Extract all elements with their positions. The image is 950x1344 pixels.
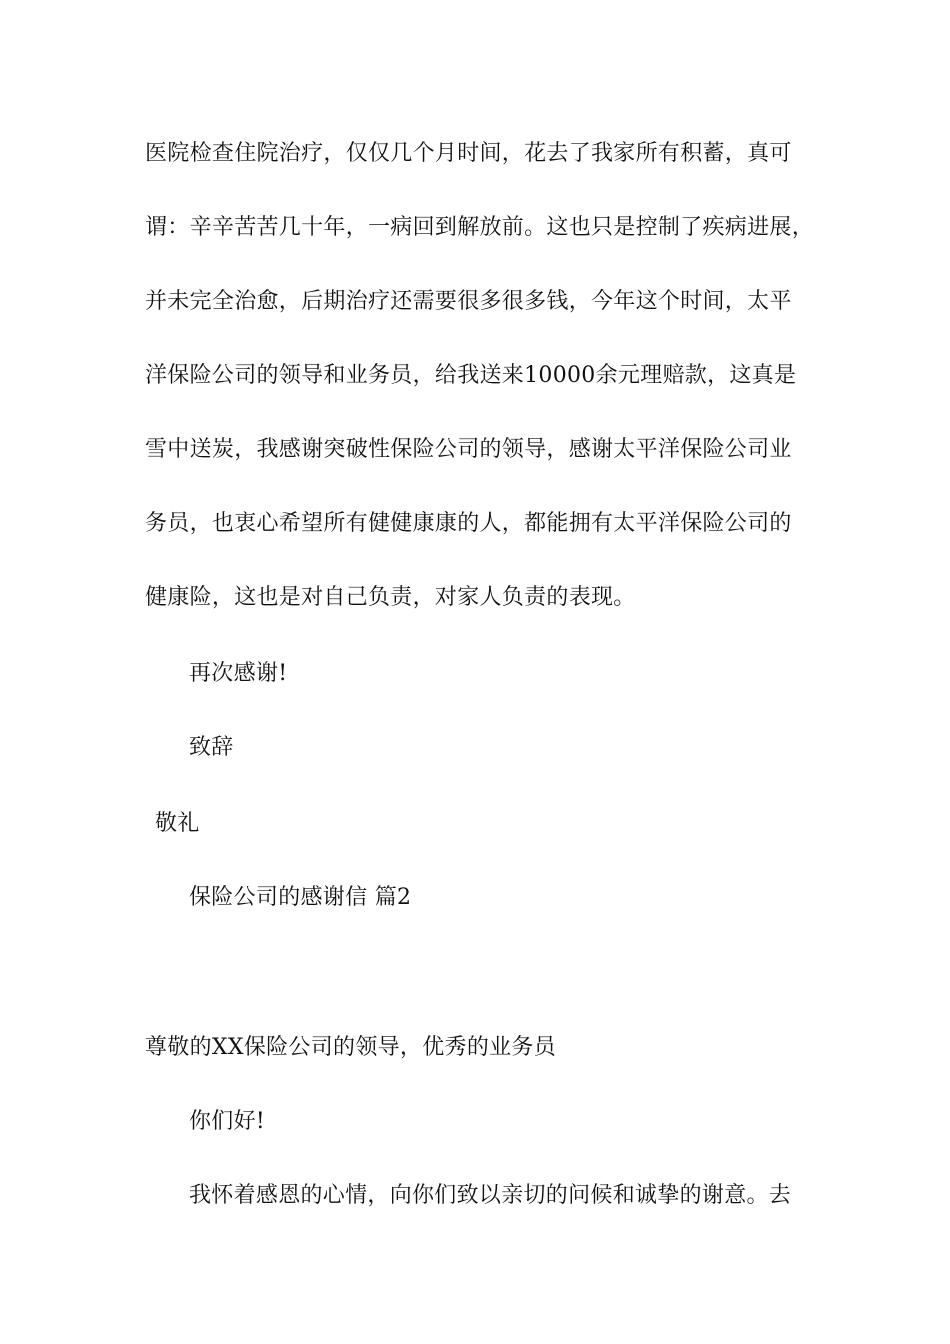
closing-line: 致辞 [189, 735, 234, 760]
body-text-line: 医院检查住院治疗，仅仅几个月时间，花去了我家所有积蓄，真可 [145, 141, 792, 166]
thanks-again-line: 再次感谢! [189, 661, 288, 686]
body-text-line: 健康险，这也是对自己负责，对家人负责的表现。 [145, 585, 636, 610]
body-text-line: 并未完全治愈，后期治疗还需要很多很多钱，今年这个时间，太平 [145, 289, 792, 314]
body-text-line: 洋保险公司的领导和业务员，给我送来10000余元理赔款，这真是 [145, 363, 797, 388]
body-text-line: 谓：辛辛苦苦几十年，一病回到解放前。这也只是控制了疾病进展， [145, 215, 815, 240]
body-text-line: 我怀着感恩的心情，向你们致以亲切的问候和诚挚的谢意。去 [189, 1183, 792, 1208]
body-text-line: 雪中送炭，我感谢突破性保险公司的领导，感谢太平洋保险公司业 [145, 437, 792, 462]
section-title: 保险公司的感谢信 篇2 [189, 885, 412, 910]
regards-line: 敬礼 [155, 811, 200, 836]
greeting-line: 你们好! [189, 1109, 266, 1134]
body-text-line: 务员，也衷心希望所有健健康康的人，都能拥有太平洋保险公司的 [145, 511, 792, 536]
salutation-line: 尊敬的XX保险公司的领导，优秀的业务员 [145, 1035, 557, 1060]
